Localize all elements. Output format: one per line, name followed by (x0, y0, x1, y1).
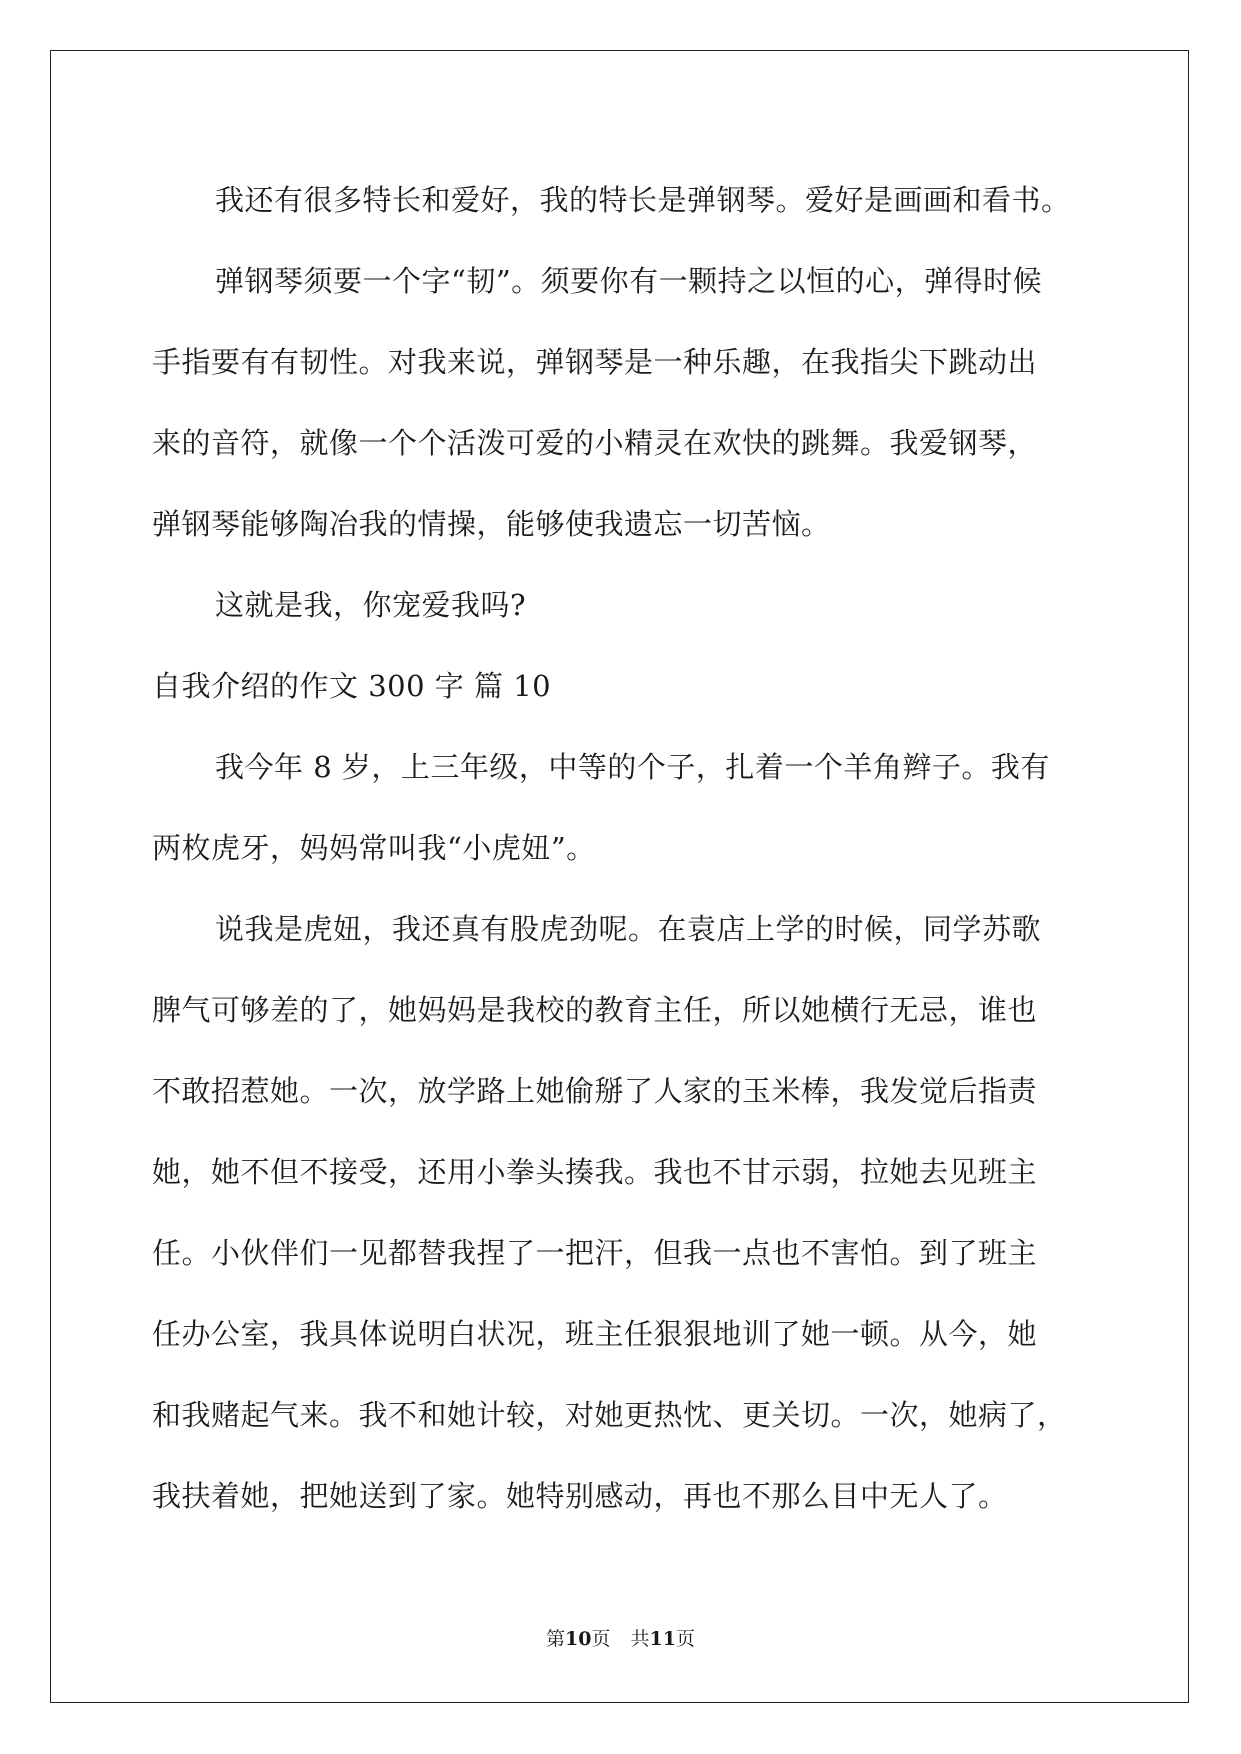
document-body (152, 160, 1092, 1537)
total-pages-number: 11 (649, 1628, 676, 1650)
text-line: 说我是虎妞，我还真有股虎劲呢。在袁店上学的时候，同学苏歌 (215, 912, 1042, 946)
text-line: 我还有很多特长和爱好，我的特长是弹钢琴。爱好是画画和看书。 (215, 183, 1071, 217)
text-line: 我今年 8 岁，上三年级，中等的个子，扎着一个羊角辫子。我有 (215, 750, 1050, 784)
current-page-number: 10 (565, 1628, 592, 1650)
text-line: 我扶着她，把她送到了家。她特别感动，再也不那么目中无人了。 (152, 1479, 1008, 1513)
text-line: 脾气可够差的了，她妈妈是我校的教育主任，所以她横行无忌，谁也 (152, 993, 1038, 1027)
section-heading: 自我介绍的作文 300 字 篇 10 (152, 669, 552, 703)
text-line: 任。小伙伴们一见都替我捏了一把汗，但我一点也不害怕。到了班主 (152, 1236, 1038, 1270)
text-line: 和我赌起气来。我不和她计较，对她更热忱、更关切。一次，她病了， (152, 1398, 1067, 1432)
footer-page-label: 页 (591, 1628, 611, 1650)
text-line: 弹钢琴须要一个字“韧”。须要你有一颗持之以恒的心，弹得时候 (215, 264, 1043, 298)
text-line: 手指要有有韧性。对我来说，弹钢琴是一种乐趣，在我指尖下跳动出 (152, 345, 1038, 379)
text-line: 不敢招惹她。一次，放学路上她偷掰了人家的玉米棒，我发觉后指责 (152, 1074, 1038, 1108)
text-line: 来的音符，就像一个个活泼可爱的小精灵在欢快的跳舞。我爱钢琴， (152, 426, 1038, 460)
page-footer (0, 1624, 1241, 1651)
footer-total-label: 页 (675, 1628, 695, 1650)
text-line: 任办公室，我具体说明白状况，班主任狠狠地训了她一顿。从今，她 (152, 1317, 1038, 1351)
text-line: 弹钢琴能够陶冶我的情操，能够使我遗忘一切苦恼。 (152, 507, 831, 541)
text-line: 这就是我，你宠爱我吗? (215, 588, 527, 622)
footer-total-prefix: 共 (630, 1628, 650, 1650)
text-line: 她，她不但不接受，还用小拳头揍我。我也不甘示弱，拉她去见班主 (152, 1155, 1038, 1189)
footer-prefix: 第 (546, 1628, 566, 1650)
text-line: 两枚虎牙，妈妈常叫我“小虎妞”。 (152, 831, 596, 865)
